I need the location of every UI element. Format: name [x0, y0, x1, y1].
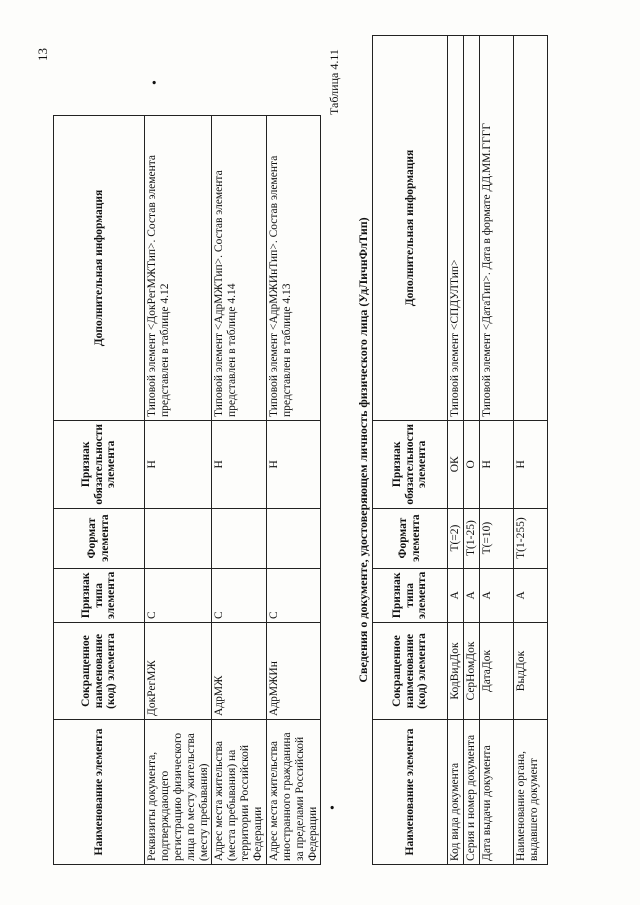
scan-speck: • [148, 80, 163, 85]
col-header-type: Признак типа элемента [373, 568, 448, 622]
cell-code: КодВидДок [448, 623, 464, 720]
cell-required: Н [145, 421, 212, 509]
cell-type: А [463, 568, 479, 622]
cell-required: ОК [448, 421, 464, 509]
cell-required: Н [479, 421, 513, 509]
cell-code: ДокРегМЖ [145, 623, 212, 720]
cell-required: Н [513, 421, 547, 509]
cell-format [212, 508, 267, 568]
cell-format: T(1-255) [513, 508, 547, 568]
cell-name: Код вида документа [448, 720, 464, 865]
table-row [479, 36, 513, 865]
table-row [145, 116, 212, 865]
cell-code: АдрМЖ [212, 623, 267, 720]
col-header-required: Признак обязательности элемента [373, 421, 448, 509]
cell-required: Н [212, 421, 267, 509]
table-row [212, 116, 267, 865]
rotated-content [35, 35, 640, 865]
col-header-required: Признак обязательности элемента [54, 421, 145, 509]
cell-name: Реквизиты документа, подтверждающего регистрацию физического лица по месту жительства (месту пребывания) [145, 720, 212, 865]
cell-name: Наименование органа, выдавшего документ [513, 720, 547, 865]
cell-format [145, 508, 212, 568]
cell-format: T(=2) [448, 508, 464, 568]
col-header-info: Дополнительная информация [54, 116, 145, 421]
cell-info: Типовой элемент <ДатаТип>. Дата в формате ДД.ММ.ГГГГ [479, 36, 513, 421]
elements-table-continued [53, 115, 321, 865]
col-header-info: Дополнительная информация [373, 36, 448, 421]
table-title: Сведения о документе, удостоверяющем личность физического лица (УдЛичнФлТип) [356, 217, 370, 683]
cell-type: А [448, 568, 464, 622]
page-number: 13 [35, 48, 50, 61]
cell-code: АдрМЖИн [266, 623, 321, 720]
id-document-table [372, 35, 548, 865]
cell-required: Н [266, 421, 321, 509]
cell-type: А [513, 568, 547, 622]
col-header-name: Наименование элемента [54, 720, 145, 865]
cell-type: С [145, 568, 212, 622]
table-row [266, 116, 321, 865]
col-header-name: Наименование элемента [373, 720, 448, 865]
cell-required: О [463, 421, 479, 509]
table-label: Таблица 4.11 [327, 49, 341, 115]
cell-info: Типовой элемент <АдрМЖТип>. Состав элемента представлен в таблице 4.14 [212, 116, 267, 421]
cell-format: T(=10) [479, 508, 513, 568]
col-header-type: Признак типа элемента [54, 568, 145, 622]
cell-info: Типовой элемент <СПДУЛТип> [448, 36, 464, 421]
table-row [513, 36, 547, 865]
cell-info: Типовой элемент <ДокРегМЖТип>. Состав элемента представлен в таблице 4.12 [145, 116, 212, 421]
cell-code: ВыдДок [513, 623, 547, 720]
col-header-format: Формат элемента [373, 508, 448, 568]
cell-code: СерНомДок [463, 623, 479, 720]
cell-type: С [266, 568, 321, 622]
cell-name: Адрес места жительства иностранного гражданина за пределами Российской Федерации [266, 720, 321, 865]
col-header-code: Сокращенное наименование (код) элемента [373, 623, 448, 720]
cell-name: Серия и номер документа [463, 720, 479, 865]
cell-type: С [212, 568, 267, 622]
cell-format [266, 508, 321, 568]
table-row [448, 36, 464, 865]
cell-name: Дата выдачи документа [479, 720, 513, 865]
cell-info [463, 36, 479, 421]
scan-speck: • [326, 805, 341, 810]
cell-info [513, 36, 547, 421]
col-header-code: Сокращенное наименование (код) элемента [54, 623, 145, 720]
cell-type: А [479, 568, 513, 622]
cell-name: Адрес места жительства (места пребывания) на территории Российской Федерации [212, 720, 267, 865]
cell-info: Типовой элемент <АдрМЖИнТип>. Состав элемента представлен в таблице 4.13 [266, 116, 321, 421]
cell-code: ДатаДок [479, 623, 513, 720]
table-row [463, 36, 479, 865]
cell-format: T(1-25) [463, 508, 479, 568]
col-header-format: Формат элемента [54, 508, 145, 568]
